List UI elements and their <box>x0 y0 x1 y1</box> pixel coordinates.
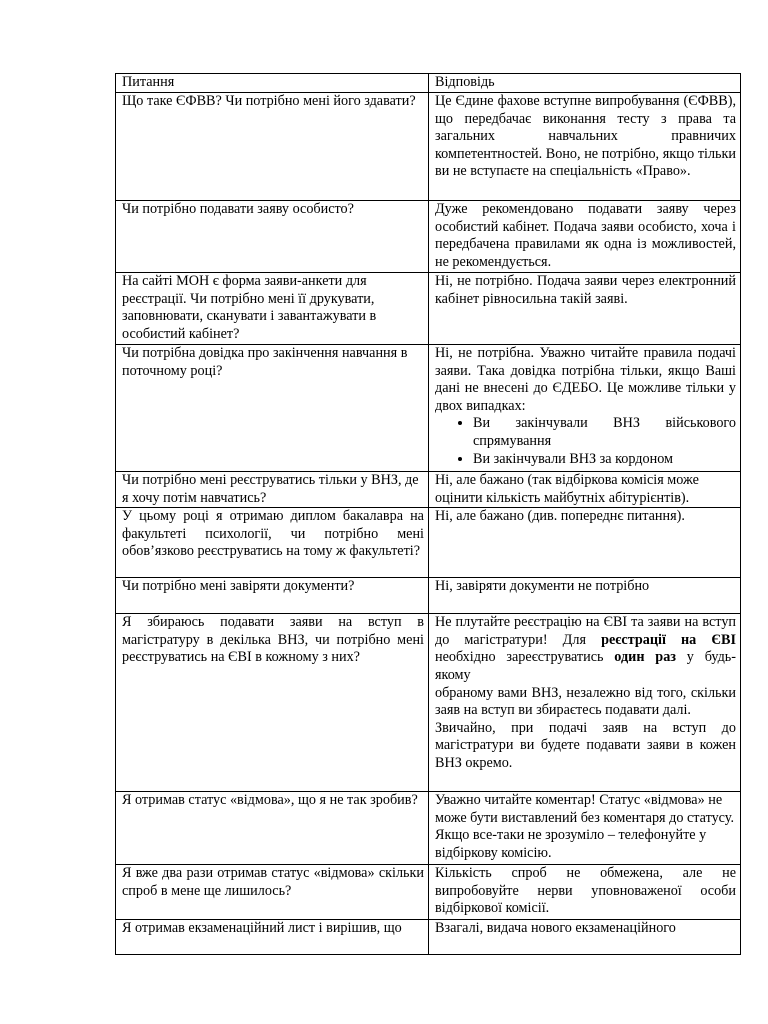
table-row <box>116 508 741 578</box>
answer-paragraph-1: Не плутайте реєстрацію на ЄВІ та заяви на вступ до магістратури! Для реєстрації на ЄВІ необхідно зареєструватись один раз у будь- якому <box>435 614 737 683</box>
answer-cell <box>429 614 741 792</box>
table-row <box>116 920 741 955</box>
question-cell: Чи потрібно мені реєструватись тільки у ВНЗ, де я хочу потім навчатись? <box>116 472 429 508</box>
question-cell: Я отримав екзаменаційний лист і вирішив, що <box>116 920 429 955</box>
table-row <box>116 578 741 614</box>
question-cell: Я отримав статус «відмова», що я не так зробив? <box>116 792 429 865</box>
question-cell: На сайті МОН є форма заяви-анкети для реєстрації. Чи потрібно мені її друкувати, заповнювати, сканувати і завантажувати в особистий кабінет? <box>116 273 429 345</box>
table-header-row <box>116 74 741 93</box>
question-cell: Чи потрібна довідка про закінчення навчання в поточному році? <box>116 345 429 472</box>
answer-cell: Це Єдине фахове вступне випробування (ЄФВВ), що передбачає виконання тесту з права та загальних навчальних правничих компетентностей. Воно, не потрібно, якщо тільки ви не вступаєте на спеціальність «Право». <box>429 93 741 201</box>
table-row <box>116 93 741 201</box>
answer-cell: Кількість спроб не обмежена, але не випробовуйте нерви уповноваженої особи відбіркової комісії. <box>429 865 741 920</box>
list-item: • Ви закінчували ВНЗ за кордоном <box>473 451 736 469</box>
question-cell: Я вже два рази отримав статус «відмова» скільки спроб в мене ще лишилось? <box>116 865 429 920</box>
answer-list <box>435 415 736 468</box>
answer-cell: Ні, не потрібно. Подача заяви через електронний кабінет рівносильна такій заяві. <box>429 273 741 345</box>
header-answer: Відповідь <box>429 74 741 93</box>
table-row <box>116 273 741 345</box>
answer-text: Ні, не потрібна. Уважно читайте правила подачі заяви. Така довідка потрібна тільки, якщо Ваші дані не внесені до ЄДЕБО. Це можливе тільки у двох випадках: <box>435 345 736 414</box>
table-row <box>116 792 741 865</box>
question-cell: Чи потрібно подавати заяву особисто? <box>116 201 429 273</box>
answer-cell: Дуже рекомендовано подавати заяву через особистий кабінет. Подача заяви особисто, хоча і передбачена правилами як одна із можливостей, не рекомендується. <box>429 201 741 273</box>
table-row <box>116 201 741 273</box>
list-item: • Ви закінчували ВНЗ військового спрямування <box>473 415 736 450</box>
question-cell: Чи потрібно мені завіряти документи? <box>116 578 429 614</box>
table-row <box>116 345 741 472</box>
answer-cell: Взагалі, видача нового екзаменаційного <box>429 920 741 955</box>
answer-cell: Ні, але бажано (так відбіркова комісія може оцінити кількість майбутніх абітурієнтів). <box>429 472 741 508</box>
header-question: Питання <box>116 74 429 93</box>
answer-cell <box>429 345 741 472</box>
answer-paragraph-2: обраному вами ВНЗ, незалежно від того, скільки заяв на вступ ви збираєтесь подавати далі. <box>435 684 736 719</box>
question-cell: Я збираюсь подавати заяви на вступ в магістратуру в декілька ВНЗ, чи потрібно мені реєструватись на ЄВІ в кожному з них? <box>116 614 429 792</box>
answer-cell: Ні, завіряти документи не потрібно <box>429 578 741 614</box>
faq-table <box>115 73 741 955</box>
answer-cell: Уважно читайте коментар! Статус «відмова» не може бути виставлений без коментаря до статусу. Якщо все-таки не зрозуміло – телефонуйте у відбіркову комісію. <box>429 792 741 865</box>
answer-paragraph-3: Звичайно, при подачі заяв на вступ до магістратури ви будете подавати заяви в кожен ВНЗ окремо. <box>435 719 736 771</box>
question-cell: Що таке ЄФВВ? Чи потрібно мені його здавати? <box>116 93 429 201</box>
table-row <box>116 614 741 792</box>
table-row <box>116 472 741 508</box>
answer-cell: Ні, але бажано (див. попереднє питання). <box>429 508 741 578</box>
table-row <box>116 865 741 920</box>
question-cell: У цьому році я отримаю диплом бакалавра на факультеті психології, чи потрібно мені обов’язково реєструватись на тому ж факультеті? <box>116 508 429 578</box>
